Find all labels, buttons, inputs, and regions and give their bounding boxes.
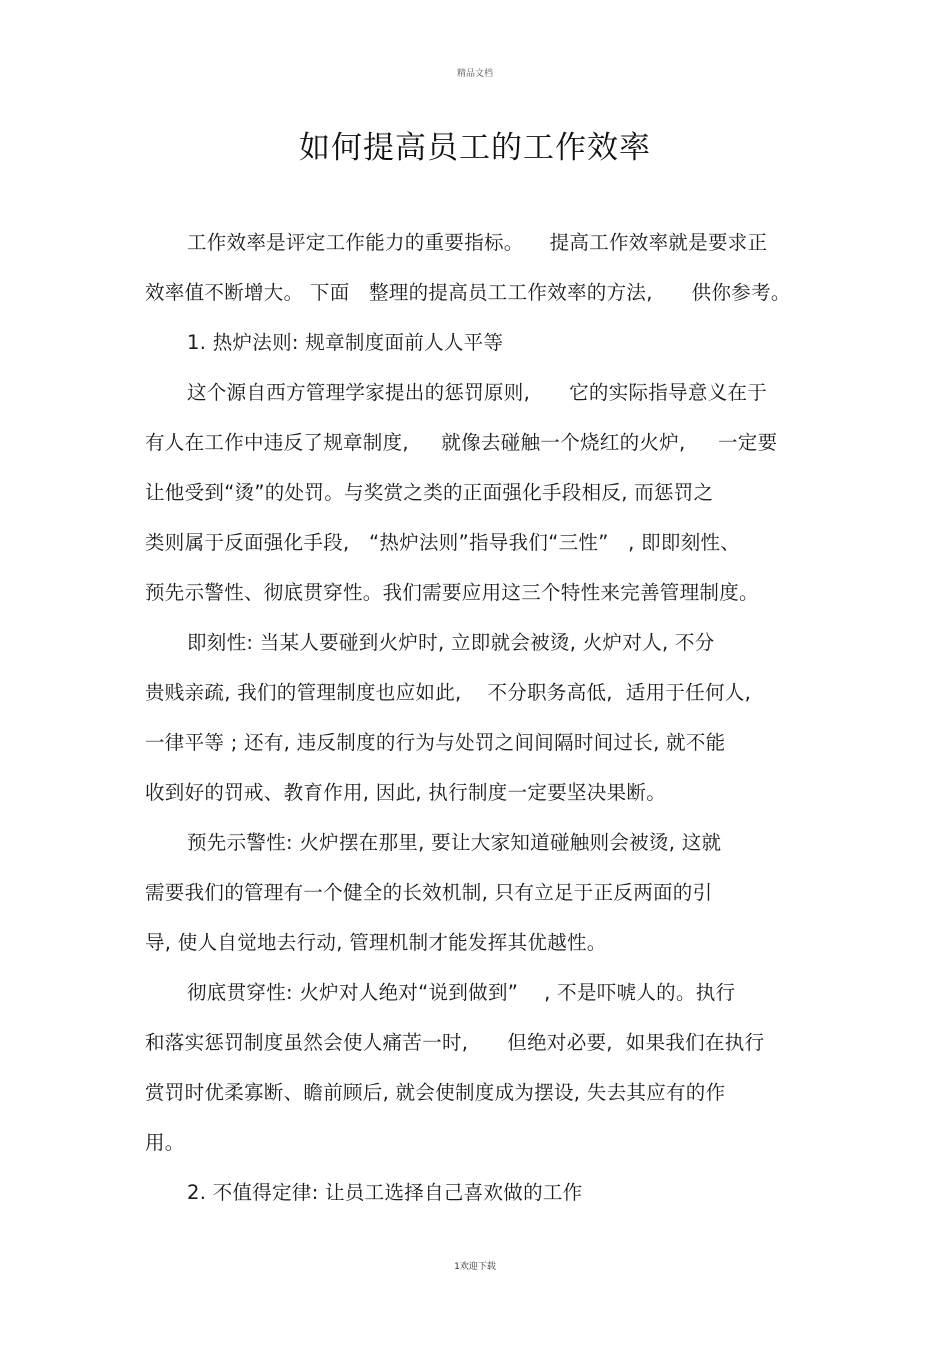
paragraph-line: 预先示警性: 火炉摆在那里, 要让大家知道碰触则会被烫, 这就 (187, 831, 722, 854)
paragraph-line: 彻底贯穿性: 火炉对人绝对“说到做到” , 不是吓唬人的。执行 (187, 981, 736, 1004)
paragraph-line: 预先示警性、彻底贯穿性。我们需要应用这三个特性来完善管理制度。 (145, 581, 759, 604)
paragraph-line: 赏罚时优柔寡断、瞻前顾后, 就会使制度成为摆设, 失去其应有的作 (145, 1081, 726, 1104)
paragraph-line: 一律平等 ; 还有, 违反制度的行为与处罚之间间隔时间过长, 就不能 (145, 731, 726, 754)
paragraph-line: 效率值不断增大。 下面 整理的提高员工工作效率的方法, 供你参考。 (145, 281, 791, 304)
page-header-watermark: 精品文档 (456, 69, 493, 79)
paragraph-line: 类则属于反面强化手段, “热炉法则”指导我们“三性” , 即即刻性、 (145, 531, 741, 554)
paragraph-line: 贵贱亲疏, 我们的管理制度也应如此, 不分职务高低, 适用于任何人, (145, 681, 752, 704)
footer-label: 欢迎下载 (459, 1262, 496, 1272)
paragraph-line: 导, 使人自觉地去行动, 管理机制才能发挥其优越性。 (145, 931, 607, 954)
section-heading: 1. 热炉法则: 规章制度面前人人平等 (187, 331, 504, 354)
paragraph-line: 让他受到“烫”的处罚。与奖赏之类的正面强化手段相反, 而惩罚之 (145, 481, 714, 504)
paragraph-line: 有人在工作中违反了规章制度, 就像去碰触一个烧红的火炉, 一定要 (145, 431, 778, 454)
paragraph-line: 收到好的罚戒、教育作用, 因此, 执行制度一定要坚决果断。 (145, 781, 666, 804)
section-heading: 2. 不值得定律: 让员工选择自己喜欢做的工作 (187, 1181, 583, 1204)
paragraph-line: 即刻性: 当某人要碰到火炉时, 立即就会被烫, 火炉对人, 不分 (187, 631, 715, 654)
paragraph-line: 需要我们的管理有一个健全的长效机制, 只有立足于正反两面的引 (145, 881, 713, 904)
paragraph-line: 用。 (145, 1131, 185, 1154)
paragraph-line: 这个源自西方管理学家提出的惩罚原则, 它的实际指导意义在于 (187, 381, 768, 404)
page-number: 1 (454, 1262, 460, 1272)
page-footer (0, 1259, 950, 1272)
paragraph-line: 工作效率是评定工作能力的重要指标。 提高工作效率就是要求正 (187, 231, 768, 254)
paragraph-line: 和落实惩罚制度虽然会使人痛苦一时, 但绝对必要, 如果我们在执行 (145, 1031, 765, 1054)
page-title: 如何提高员工的工作效率 (299, 130, 651, 166)
article-body (145, 218, 815, 1218)
